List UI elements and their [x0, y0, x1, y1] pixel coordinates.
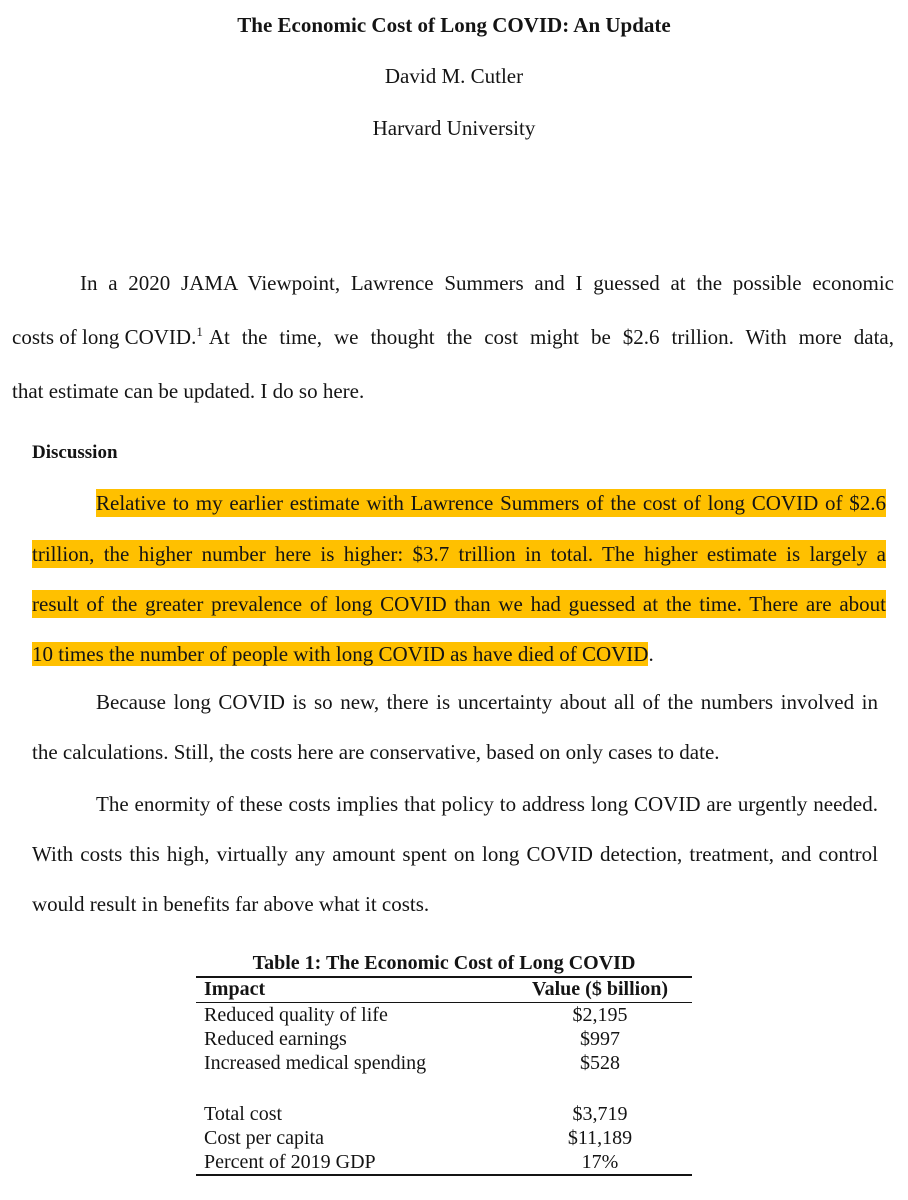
- table-summary-label: Percent of 2019 GDP: [204, 1151, 376, 1173]
- paragraph-3-line-1: The enormity of these costs implies that policy to address long COVID are urgently needed.: [96, 792, 878, 816]
- table-row-label: Reduced earnings: [204, 1028, 347, 1050]
- table-header-impact: Impact: [204, 978, 266, 1000]
- table-header-rule: [196, 1002, 692, 1003]
- footnote-marker[interactable]: 1: [196, 324, 203, 339]
- table-summary-value: $11,189: [567, 1127, 633, 1149]
- highlighted-line-4: 10 times the number of people with long COVID as have died of COVID.: [32, 642, 654, 666]
- highlighted-text: 10 times the number of people with long COVID as have died of COVID: [32, 642, 649, 666]
- highlighted-line-2: trillion, the higher number here is higher: $3.7 trillion in total. The higher estimate is largely a: [32, 542, 886, 566]
- author-name: David M. Cutler: [384, 64, 524, 88]
- paragraph-3-line-2: With costs this high, virtually any amount spent on long COVID detection, treatment, and control: [32, 842, 878, 866]
- paper-title: The Economic Cost of Long COVID: An Update: [237, 13, 671, 37]
- intro-line-2-rest: At the time, we thought the cost might be $2.6 trillion. With more data,: [208, 325, 894, 349]
- table-caption: Table 1: The Economic Cost of Long COVID: [252, 952, 636, 974]
- table-summary-value: 17%: [581, 1151, 619, 1173]
- paragraph-3-line-3: would result in benefits far above what it costs.: [32, 892, 430, 916]
- table-summary-value: $3,719: [572, 1103, 628, 1125]
- intro-line-2-start: costs of long COVID.$^1$: [12, 324, 203, 349]
- table-summary-label: Total cost: [204, 1103, 283, 1125]
- table-bottom-rule: [196, 1174, 692, 1176]
- paragraph-2-line-2: the calculations. Still, the costs here are conservative, based on only cases to date.: [32, 740, 720, 764]
- table-row-value: $2,195: [572, 1004, 628, 1026]
- table-row-label: Increased medical spending: [204, 1052, 427, 1074]
- highlighted-line-1: Relative to my earlier estimate with Lawrence Summers of the cost of long COVID of $2.6: [96, 491, 886, 515]
- intro-line-3: that estimate can be updated. I do so here.: [12, 379, 365, 403]
- table-row-value: $528: [580, 1052, 620, 1074]
- table-header-value: Value ($ billion): [532, 978, 668, 1000]
- table-row-value: $997: [580, 1028, 620, 1050]
- highlighted-line-3: result of the greater prevalence of long COVID than we had guessed at the time. There are about: [32, 592, 886, 616]
- table-row-label: Reduced quality of life: [204, 1004, 388, 1026]
- table-summary-label: Cost per capita: [204, 1127, 324, 1149]
- section-heading-discussion: Discussion: [32, 442, 118, 463]
- paragraph-2-line-1: Because long COVID is so new, there is uncertainty about all of the numbers involved in: [96, 690, 878, 714]
- intro-line-1: In a 2020 JAMA Viewpoint, Lawrence Summers and I guessed at the possible economic: [80, 271, 894, 295]
- affiliation: Harvard University: [372, 116, 536, 140]
- intro-line-2: [12, 323, 894, 351]
